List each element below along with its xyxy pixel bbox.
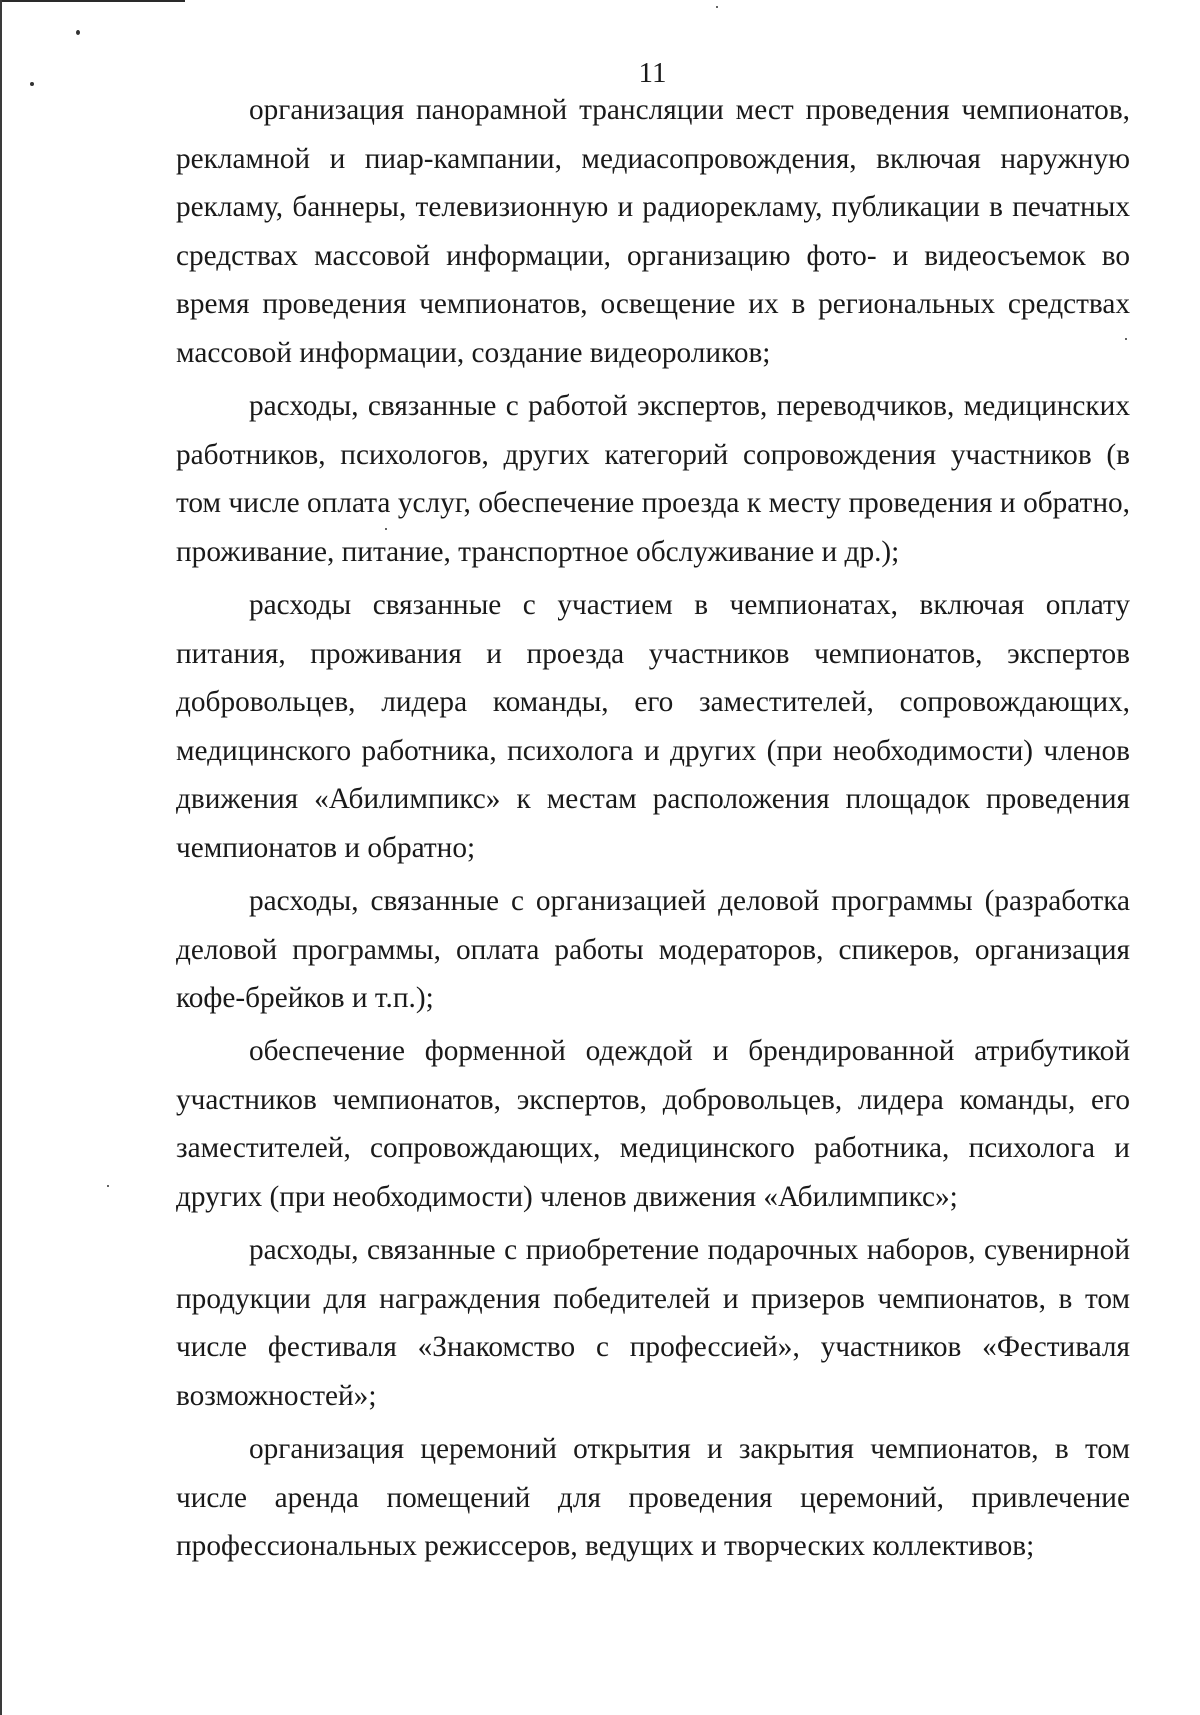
paragraph-expert-expenses: расходы, связанные с работой экспертов, переводчиков, медицинских работников, психологов, других категорий сопровождения участников (в том числе оплата услуг, обеспечение проезда к месту проведения и обратно, проживание, питание, транспортное обслуживание и др.); xyxy=(176,390,1130,568)
document-body xyxy=(176,86,1130,1575)
page-number: 11 xyxy=(638,57,667,89)
paragraph-participation-expenses: расходы связанные с участием в чемпионатах, включая оплату питания, проживания и проезда участников чемпионатов, экспертов добровольцев, лидера команды, его заместителей, сопровождающих, медицинского работника, психолога и других (при необходимости) членов движения «Абилимпикс» к местам расположения площадок проведения чемпионатов и обратно; xyxy=(176,588,1130,864)
scan-speck xyxy=(76,30,80,35)
paragraph-gifts: расходы, связанные с приобретение подарочных наборов, сувенирной продукции для награждения победителей и призеров чемпионатов, в том числе фестиваля «Знакомство с профессией», участников «Фестиваля возможностей»; xyxy=(176,1234,1130,1412)
scan-speck xyxy=(107,1185,109,1187)
scan-border-left xyxy=(0,0,2,1715)
scan-speck xyxy=(716,6,718,8)
paragraph-ceremonies: организация церемоний открытия и закрытия чемпионатов, в том числе аренда помещений для проведения церемоний, привлечение профессиональных режиссеров, ведущих и творческих коллективов; xyxy=(176,1433,1130,1563)
paragraph-uniform: обеспечение форменной одеждой и брендированной атрибутикой участников чемпионатов, экспертов, добровольцев, лидера команды, его заместителей, сопровождающих, медицинского работника, психолога и других (при необходимости) членов движения «Абилимпикс»; xyxy=(176,1035,1130,1214)
paragraph-business-program: расходы, связанные с организацией деловой программы (разработка деловой программы, оплата работы модераторов, спикеров, организация кофе-брейков и т.п.); xyxy=(176,885,1130,1015)
scan-border-top xyxy=(0,0,185,2)
paragraph-media-campaign: организация панорамной трансляции мест проведения чемпионатов, рекламной и пиар-кампании, медиасопровождения, включая наружную рекламу, баннеры, телевизионную и радиорекламу, публикации в печатных средствах массовой информации, организацию фото- и видеосъемок во время проведения чемпионатов, освещение их в региональных средствах массовой информации, создание видеороликов; xyxy=(176,94,1130,369)
